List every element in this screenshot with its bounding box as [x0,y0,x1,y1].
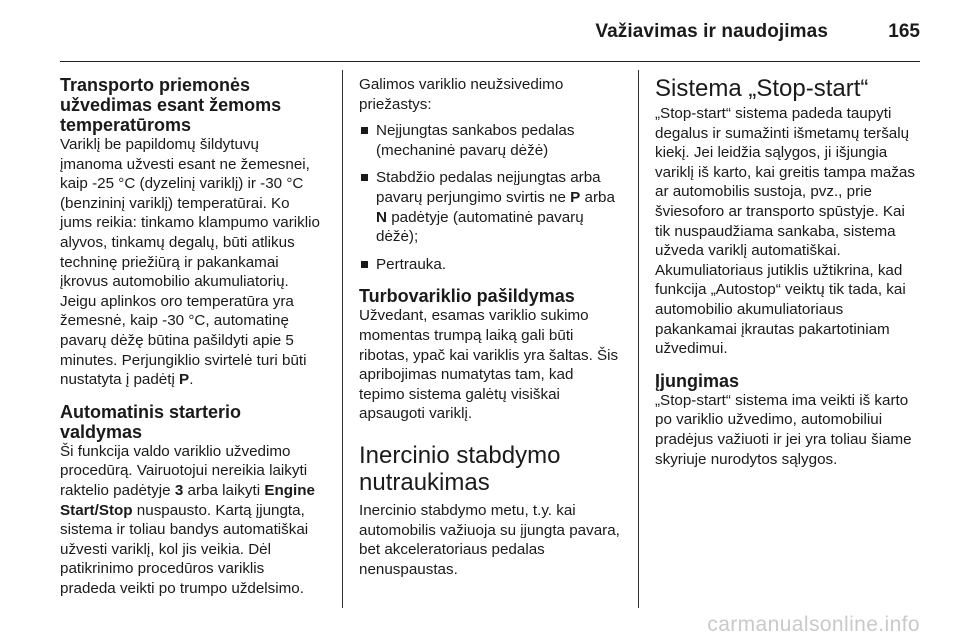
causes-intro: Galimos variklio neužsivedimo priežastys: [359,76,564,113]
square-bullet-icon [361,174,368,181]
list-item-bold: N [376,208,387,226]
section-title-activation: Įjungimas [655,370,740,391]
body-bold-text: P [179,371,190,389]
section-body-coast-braking: Inercinio stabdymo metu, t.y. kai automobilis važiuoja su įjungta pavara, bet akceleratoriaus pedalas nenuspaustas. [359,501,620,578]
section-body-stop-start: „Stop-start“ sistema padeda taupyti degalus ir sumažinti išmetamų teršalų kiekį. Jei leidžia sąlygos, ji išjungia variklį iš karto, kai greitis tampa mažas ar automobilis sustoja, pvz., prie šviesoforo ar transporto spūstyje. Kai tik nuspaudžiama sankaba, sistema užveda variklį automatiškai. Akumuliatoriaus jutiklis užtikrina, kad funkcija „Autostop“ veiktų tik tada, kai automobilio akumuliatoriaus pakankamai įkrautas pakartotiniam užvedimui. [655,105,915,358]
watermark: carmanualsonline.info [707,613,920,636]
column-2 [359,75,622,579]
body-text: Ši funkcija valdo variklio užvedimo procedūrą. Vairuotojui nereikia laikyti raktelio padėtyje [60,442,308,499]
section-title-stop-start: Sistema „Stop-start“ [655,75,869,102]
list-item-bold: P [570,188,581,206]
column-3 [655,75,921,469]
list-item [359,168,622,246]
causes-list [359,121,622,274]
list-item-text: Pertrauka. [376,255,447,273]
section-title-coast-braking: Inercinio stabdymo nutraukimas [359,441,561,496]
section-title-turbo-warmup: Turbovariklio pašildymas [359,286,575,307]
list-item [359,255,622,275]
body-bold-text: 3 [174,481,184,499]
list-item-text: arba [580,188,615,206]
list-item-text: Neįjungtas sankabos pedalas (mechaninė pavarų dėžė) [376,122,575,159]
section-body-auto-starter [60,442,323,599]
square-bullet-icon [361,261,368,268]
section-title-cold-start: Transporto priemonės užvedimas esant žemoms temperatūroms [60,75,282,135]
header-title: Važiavimas ir naudojimas [595,21,828,42]
list-item [359,121,622,160]
header-divider [60,61,920,62]
section-body-activation: „Stop-start“ sistema ima veikti iš karto po variklio užvedimo, automobiliui pradėjus važiuoti ir jei yra toliau šiame skyriuje nurodytos sąlygos. [655,391,912,468]
square-bullet-icon [361,127,368,134]
body-bold-text: Engine Start/Stop [60,481,315,519]
body-text: nuspausto. Kartą įjungta, sistema ir toliau bandys automatiškai užvesti variklį, kol jis veikia. Dėl patikrinimo procedūros variklis pradeda veikti po trumpo uždelsimo. [60,501,309,597]
column-1 [60,75,323,598]
list-item-text: padėtyje (automatinė pavarų dėžė); [376,208,584,246]
body-text: . [189,371,194,389]
column-divider-2 [638,70,639,608]
section-body-turbo-warmup: Užvedant, esamas variklio sukimo momentas trumpą laiką gali būti ribotas, ypač kai variklis yra šaltas. Šis apribojimas numatytas tam, kad tepimo sistema galėtų visiškai apsaugoti variklį. [359,307,619,423]
body-text: arba laikyti [183,481,265,499]
page-number: 165 [888,21,920,42]
list-item-text: Stabdžio pedalas neįjungtas arba pavarų perjungimo svirtis ne [376,169,601,206]
column-divider-1 [342,70,343,608]
body-text: Variklį be papildomų šildytuvų įmanoma užvesti esant ne žemesnei, kaip -25 °C (dyzelinį variklį) ir -30 °C (benzininį variklį) temperatūrai. Ko jums reikia: tinkamo klampumo variklio alyvos, tinkamų degalų, būti atlikus techninę priežiūrą ir pakankamai įkrovus automobilio akumuliatorių. Jeigu aplinkos oro temperatūra yra žemesnė, kaip -30 °C, automatinę pavarų dėžę būtina pašildyti apie 5 minutes. Perjungiklio svirtelė turi būti nustatyta į padėtį [60,136,320,389]
section-body-cold-start [60,135,323,390]
section-title-auto-starter: Automatinis starterio valdymas [60,401,242,442]
